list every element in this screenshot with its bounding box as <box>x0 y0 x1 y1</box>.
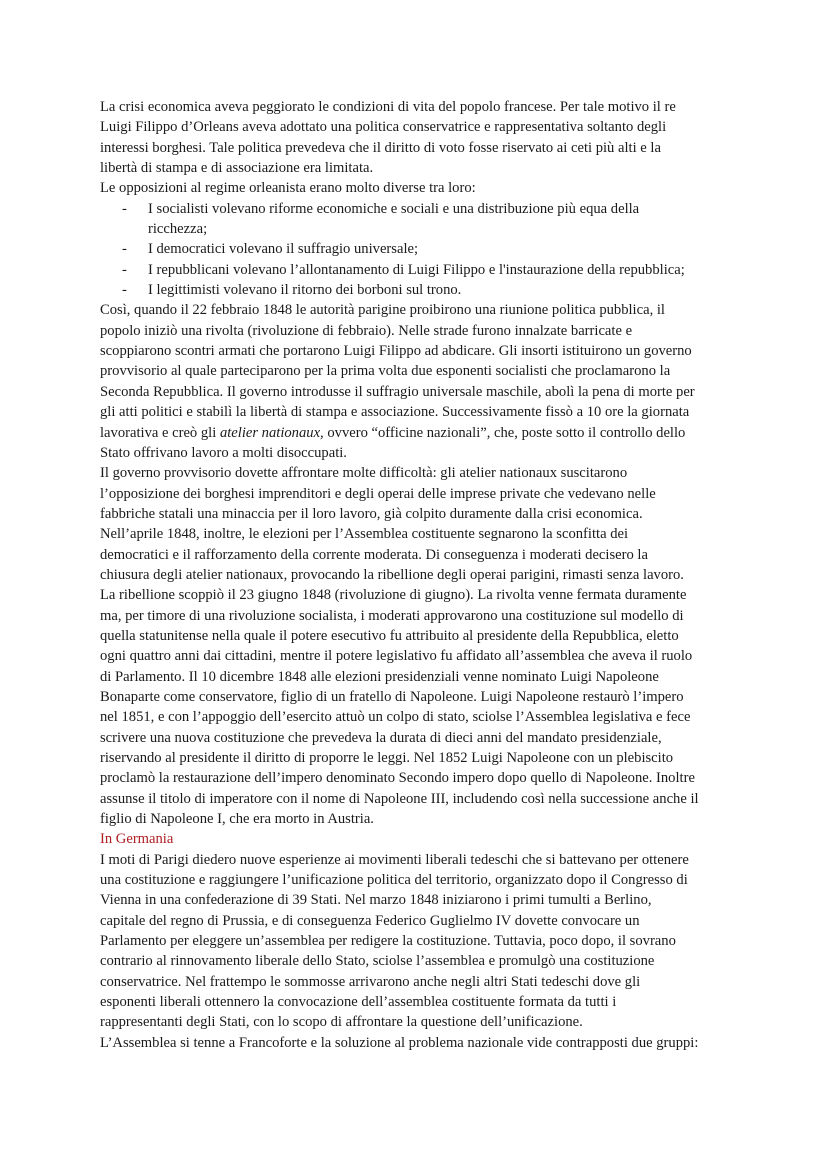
text-line: Così, quando il 22 febbraio 1848 le autorità parigine proibirono una riunione politica pubblica, il <box>100 302 665 319</box>
text-line: una costituzione e raggiungere l’unificazione politica del territorio, organizzato dopo il Congresso di <box>100 872 688 889</box>
text-line: La crisi economica aveva peggiorato le condizioni di vita del popolo francese. Per tale motivo il re <box>100 99 676 115</box>
text-line: rappresentanti degli Stati, con lo scopo di affrontare la questione dell’unificazione. <box>100 1014 583 1031</box>
italic-term: atelier nationaux, <box>219 424 324 441</box>
section-heading-germania: In Germania <box>100 831 174 848</box>
text-line: Vienna in una confederazione di 39 Stati. Nel marzo 1848 iniziarono i primi tumulti a Berlino, <box>100 892 652 909</box>
germany-paragraph <box>100 850 740 1053</box>
text-line: L’Assemblea si tenne a Francoforte e la soluzione al problema nazionale vide contrapposti due gruppi: <box>100 1034 699 1051</box>
text-line: Il governo provvisorio dovette affrontare molte difficoltà: gli atelier nationaux suscitarono <box>100 465 628 482</box>
text-line: riservando al presidente il diritto di proporre le leggi. Nel 1852 Luigi Napoleone con un plebiscito <box>100 750 674 766</box>
text-line: interessi borghesi. Tale politica prevedeva che il diritto di voto fosse riservato ai ceti più alti e la <box>100 139 661 156</box>
text-line: gli atti politici e stabilì la libertà di stampa e associazione. Successivamente fissò a 10 ore la giornata <box>100 404 690 421</box>
text-line: di Parlamento. Il 10 dicembre 1848 alle elezioni presidenziali venne nominato Luigi Napoleone <box>100 668 659 685</box>
dash-bullet-icon: - <box>122 241 127 258</box>
text-line: Bonaparte come conservatore, figlio di un fratello di Napoleone. Luigi Napoleone restaurò l’impero <box>100 688 684 705</box>
text-line: proclamò la restaurazione dell’impero denominato Secondo impero dopo quello di Napoleone. Inoltre <box>100 770 695 787</box>
text-line: La ribellione scoppiò il 23 giugno 1848 (rivoluzione di giugno). La rivolta venne fermata duramente <box>100 587 687 604</box>
opposition-list <box>100 199 740 301</box>
list-item: - I socialisti volevano riforme economiche e sociali e una distribuzione più equa della <box>100 199 740 219</box>
text-line: capitale del regno di Prussia, e di conseguenza Federico Guglielmo IV dovette convocare un <box>100 912 640 929</box>
text-line: provvisorio al quale parteciparono per la prima volta due esponenti socialisti che proclamarono la <box>100 363 671 380</box>
text-line: Parlamento per eleggere un’assemblea per redigere la costituzione. Tuttavia, poco dopo, il sovrano <box>100 933 676 950</box>
text-line: contrario al rinnovamento liberale dello Stato, sciolse l’assemblea e promulgò una costituzione <box>100 953 655 970</box>
text-line: Luigi Filippo d’Orleans aveva adottato una politica conservatrice e rappresentativa soltanto degli <box>100 119 667 136</box>
list-item: - I democratici volevano il suffragio universale; <box>100 239 740 259</box>
text-line: Seconda Repubblica. Il governo introdusse il suffragio universale maschile, abolì la pena di morte per <box>100 383 695 400</box>
intro-paragraph <box>100 97 740 199</box>
text-line: chiusura degli atelier nationaux, provocando la ribellione degli operai parigini, rimasti senza lavoro. <box>100 566 684 583</box>
text-line: ogni quattro anni dai cittadini, mentre il potere legislativo fu affidato all’assemblea che aveva il ruolo <box>100 648 693 665</box>
dash-bullet-icon: - <box>122 282 127 299</box>
text-line: conservatrice. Nel frattempo le sommosse arrivarono anche negli altri Stati tedeschi dove gli <box>100 973 641 990</box>
text-line: libertà di stampa e di associazione era limitata. <box>100 160 374 177</box>
text-line: figlio di Napoleone I, che era morto in Austria. <box>100 811 374 828</box>
list-item: - I legittimisti volevano il ritorno dei borboni sul trono. <box>100 280 740 300</box>
text-line: Stato offrivano lavoro a molti disoccupati. <box>100 444 347 461</box>
dash-bullet-icon: - <box>122 200 127 217</box>
dash-bullet-icon: - <box>122 261 127 278</box>
list-item: - I repubblicani volevano l’allontanamento di Luigi Filippo e l'instaurazione della repubblica; <box>100 260 740 280</box>
text-line: scoppiarono scontri armati che portarono Luigi Filippo ad abdicare. Gli insorti istituirono un governo <box>100 343 692 360</box>
text-line: popolo iniziò una rivolta (rivoluzione di febbraio). Nelle strade furono innalzate barricate e <box>100 322 633 339</box>
text-line: fabbriche statali una minaccia per il loro lavoro, già colpito duramente dalla crisi economica. <box>100 505 643 522</box>
france-paragraph <box>100 300 740 829</box>
list-item-continuation: ricchezza; <box>148 221 208 238</box>
text-line: Nell’aprile 1848, inoltre, le elezioni per l’Assemblea costituente segnarono la sconfitta dei <box>100 526 629 543</box>
text-line: lavorativa e creò gli atelier nationaux, ovvero “officine nazionali”, che, poste sotto il controllo dello <box>100 424 686 441</box>
text-line: ma, per timore di una rivoluzione socialista, i moderati approvarono una costituzione sul modello di <box>100 607 684 624</box>
text-line: nel 1851, e con l’appoggio dell’esercito attuò un colpo di stato, sciolse l’Assemblea legislativa e fece <box>100 709 691 726</box>
document-page <box>100 97 740 1053</box>
text-line: Le opposizioni al regime orleanista erano molto diverse tra loro: <box>100 180 476 197</box>
text-line: l’opposizione dei borghesi imprenditori e degli operai delle imprese private che vedevano nelle <box>100 485 656 502</box>
text-line: democratici e il rafforzamento della corrente moderata. Di conseguenza i moderati decisero la <box>100 546 648 563</box>
text-line: scrivere una nuova costituzione che prevedeva la durata di dieci anni del mandato presidenziale, <box>100 729 662 746</box>
text-line: quella statunitense nella quale il potere esecutivo fu attribuito al presidente della Repubblica, eletto <box>100 627 679 644</box>
text-line: esponenti liberali ottennero la convocazione dell’assemblea costituente formata da tutti i <box>100 994 617 1011</box>
text-line: assunse il titolo di imperatore con il nome di Napoleone III, includendo così nella successione anche il <box>100 790 699 807</box>
text-line: I moti di Parigi diedero nuove esperienze ai movimenti liberali tedeschi che si battevano per ottenere <box>100 851 689 868</box>
